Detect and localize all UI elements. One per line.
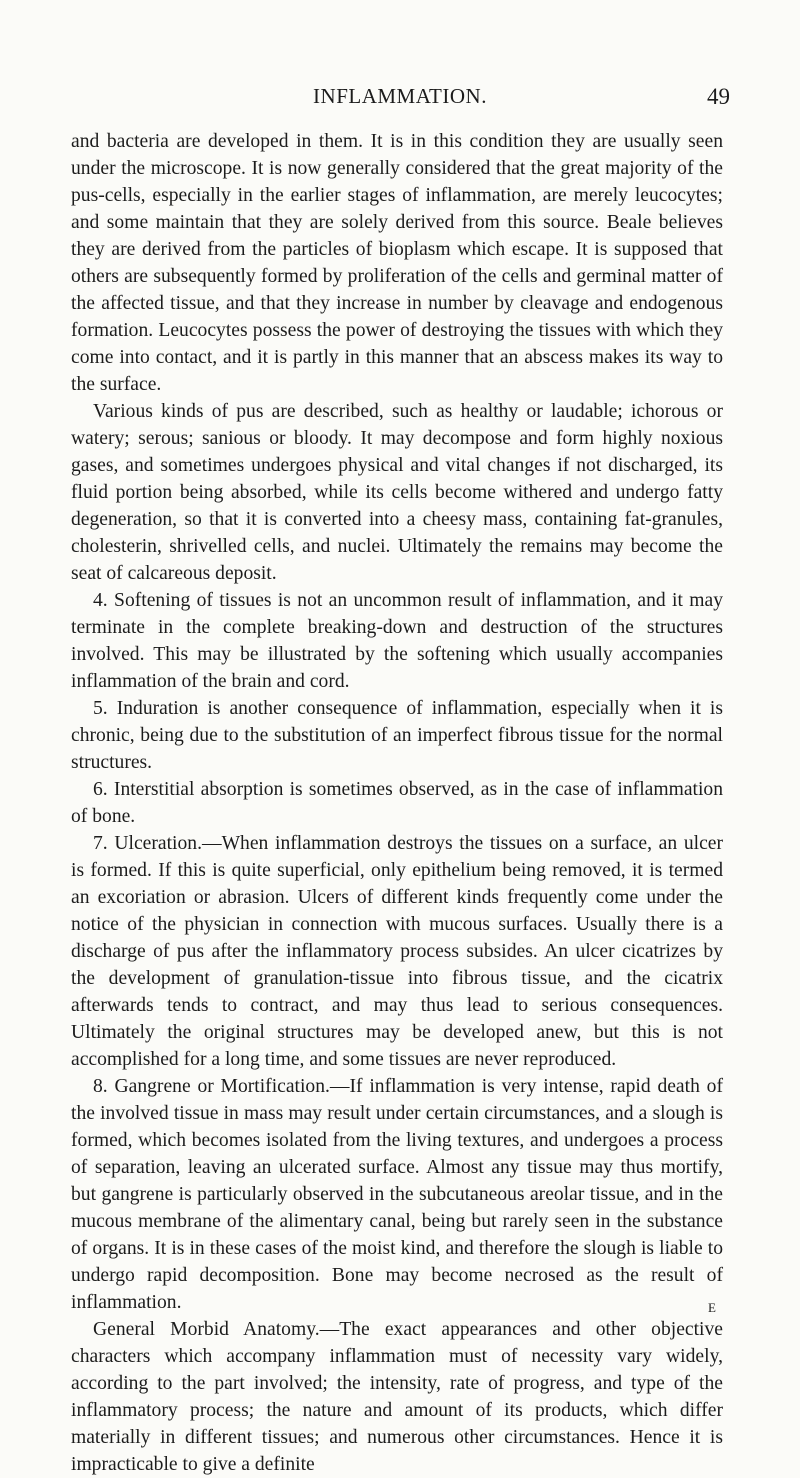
paragraph-interstitial-absorption: 6. Interstitial absorption is sometimes observed, as in the case of inflammation of bone. xyxy=(71,779,723,827)
paragraph-pus-kinds: Various kinds of pus are described, such as healthy or laudable; ichorous or watery; serous; sanious or bloody. It may decompose and form highly noxious gases, and sometimes undergoes physical and vital changes if not discharged, its fluid portion being absorbed, while its cells become withered and undergo fatty degeneration, so that it is converted into a cheesy mass, containing fat-granules, cholesterin, shrivelled cells, and nuclei. Ultimately the remains may become the seat of calcareous deposit. xyxy=(71,401,723,584)
paragraph-gangrene: 8. Gangrene or Mortification.—If inflammation is very intense, rapid death of the involved tissue in mass may result under certain circumstances, and a slough is formed, which becomes isolated from the living textures, and undergoes a process of separation, leaving an ulcerated surface. Almost any tissue may thus mortify, but gangrene is particularly observed in the subcutaneous areolar tissue, and in the mucous membrane of the alimentary canal, being but rarely seen in the substance of organs. It is in these cases of the moist kind, and therefore the slough is liable to undergo rapid decomposition. Bone may become necrosed as the result of inflammation. xyxy=(71,1076,723,1313)
running-head: INFLAMMATION. xyxy=(313,84,487,108)
paragraph-softening: 4. Softening of tissues is not an uncommon result of inflammation, and it may terminate in the complete breaking-down and destruction of the structures involved. This may be illustrated by the softening which usually accompanies inflammation of the brain and cord. xyxy=(71,590,723,692)
paragraph-ulceration: 7. Ulceration.—When inflammation destroys the tissues on a surface, an ulcer is formed. If this is quite superficial, only epithelium being removed, it is termed an excoriation or abrasion. Ulcers of different kinds frequently come under the notice of the physician in connection with mucous surfaces. Usually there is a discharge of pus after the inflammatory process subsides. An ulcer cicatrizes by the development of granulation-tissue into fibrous tissue, and the cicatrix afterwards tends to contract, and may thus lead to serious consequences. Ultimately the original structures may be developed anew, but this is not accomplished for a long time, and some tissues are never reproduced. xyxy=(71,833,723,1070)
paragraph-general-morbid-anatomy: General Morbid Anatomy.—The exact appearances and other objective characters which accompany inflammation must of necessity vary widely, according to the part involved; the intensity, rate of progress, and type of the inflammatory process; the nature and amount of its products, which differ materially in different tissues; and numerous other circumstances. Hence it is impracticable to give a definite xyxy=(71,1319,723,1475)
paragraph-induration: 5. Induration is another consequence of inflammation, especially when it is chronic, being due to the substitution of an imperfect fibrous tissue for the normal structures. xyxy=(71,698,723,773)
signature-mark: E xyxy=(708,1300,716,1315)
body-text xyxy=(71,128,723,1478)
page-header xyxy=(0,84,800,114)
page-number: 49 xyxy=(707,84,730,109)
paragraph-continuation: and bacteria are developed in them. It is in this condition they are usually seen under the microscope. It is now generally considered that the great majority of the pus-cells, especially in the earlier stages of inflammation, are merely leucocytes; and some maintain that they are solely derived from this source. Beale believes they are derived from the particles of bioplasm which escape. It is supposed that others are subsequently formed by proliferation of the cells and germinal matter of the affected tissue, and that they increase in number by cleavage and endogenous formation. Leucocytes possess the power of destroying the tissues with which they come into contact, and it is partly in this manner that an abscess makes its way to the surface. xyxy=(71,131,723,395)
